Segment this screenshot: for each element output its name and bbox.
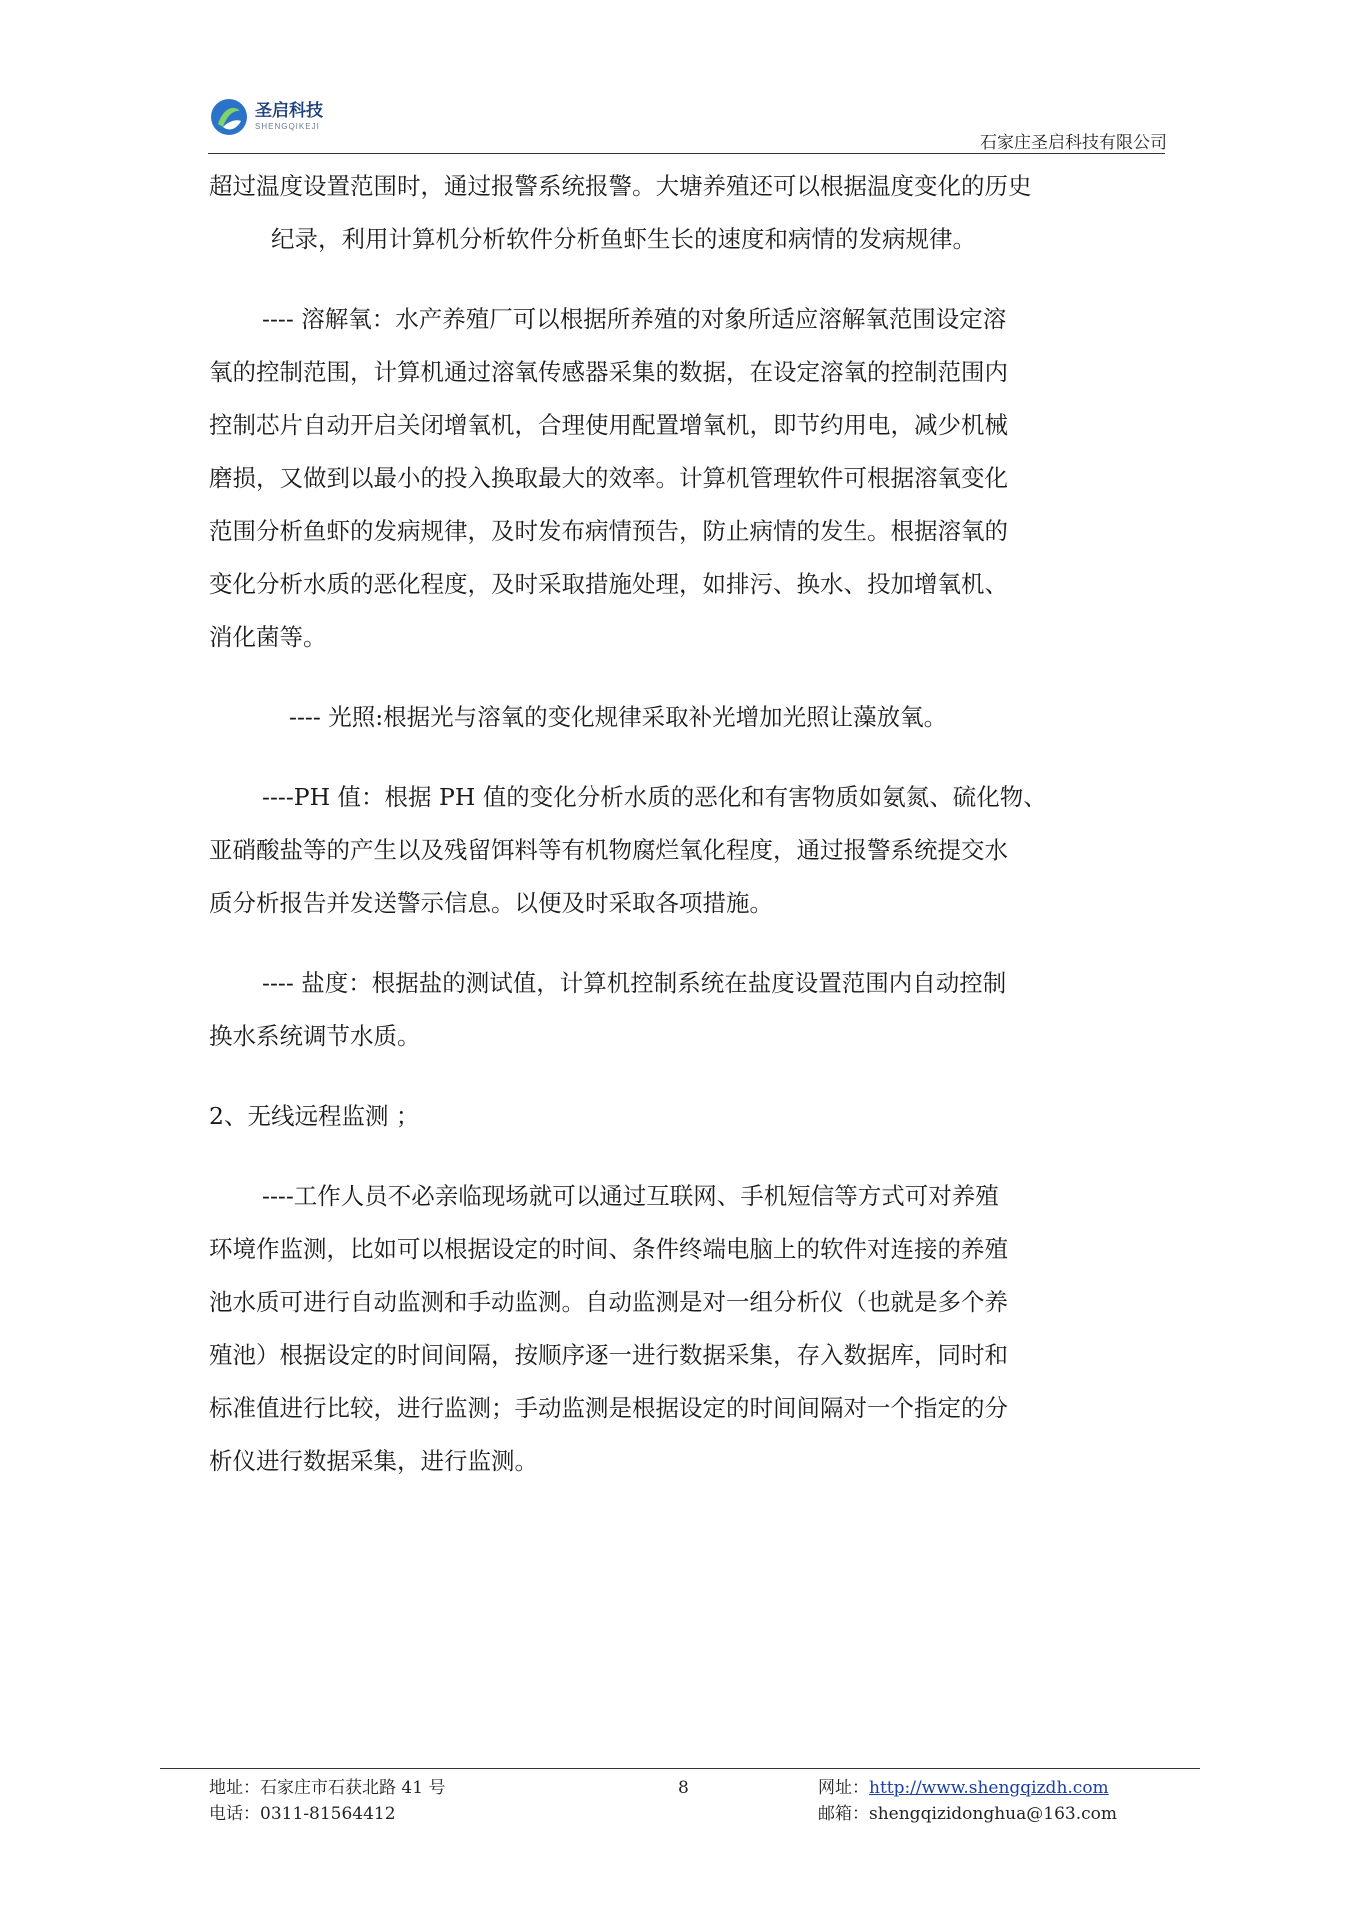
document-body: [209, 160, 1169, 1488]
paragraph: [209, 691, 1169, 744]
paragraph: [209, 1170, 1169, 1223]
text-line: 标准值进行比较，进行监测；手动监测是根据设定的时间间隔对一个指定的分: [209, 1394, 1008, 1422]
paragraph: [209, 824, 1169, 930]
email-label: 邮箱：: [818, 1804, 869, 1824]
website-label: 网址：: [818, 1778, 869, 1798]
page-number: 8: [678, 1778, 689, 1798]
text-line: 消化菌等。: [209, 623, 327, 651]
text-line: ---- 溶解氧：水产养殖厂可以根据所养殖的对象所适应溶解氧范围设定溶: [262, 305, 1007, 333]
address-label: 地址：: [209, 1778, 260, 1798]
paragraph-spacer: [209, 1063, 1169, 1090]
header-divider: [208, 153, 1165, 154]
paragraph-spacer: [209, 664, 1169, 691]
text-line: 2、无线远程监测 ；: [209, 1102, 420, 1130]
paragraph-spacer: [209, 744, 1169, 771]
text-line: 纪录，利用计算机分析软件分析鱼虾生长的速度和病情的发病规律。: [271, 225, 976, 253]
text-line: ---- 盐度：根据盐的测试值，计算机控制系统在盐度设置范围内自动控制: [262, 969, 1007, 997]
text-line: ----工作人员不必亲临现场就可以通过互联网、手机短信等方式可对养殖: [262, 1182, 999, 1210]
paragraph: [209, 1090, 1169, 1143]
text-line: ----PH 值：根据 PH 值的变化分析水质的恶化和有害物质如氨氮、硫化物、: [262, 783, 1047, 811]
paragraph: [209, 957, 1169, 1010]
logo-chinese-name: 圣启科技: [255, 101, 323, 121]
footer-web: [818, 1775, 1117, 1827]
paragraph: [209, 213, 1169, 266]
text-line: 变化分析水质的恶化程度，及时采取措施处理，如排污、换水、投加增氧机、: [209, 570, 1008, 598]
phone-value: 0311-81564412: [260, 1804, 396, 1824]
text-line: 环境作监测，比如可以根据设定的时间、条件终端电脑上的软件对连接的养殖: [209, 1235, 1008, 1263]
text-line: 亚硝酸盐等的产生以及残留饵料等有机物腐烂氧化程度，通过报警系统提交水: [209, 836, 1008, 864]
footer-contact: [209, 1775, 445, 1827]
text-line: 控制芯片自动开启关闭增氧机，合理使用配置增氧机，即节约用电，减少机械: [209, 411, 1008, 439]
text-line: 池水质可进行自动监测和手动监测。自动监测是对一组分析仪（也就是多个养: [209, 1288, 1008, 1316]
paragraph: [209, 293, 1169, 346]
paragraph: [209, 1223, 1169, 1488]
footer-phone-line: [209, 1801, 445, 1827]
logo-text: [255, 103, 323, 131]
footer-email-line: [818, 1801, 1117, 1827]
text-line: 范围分析鱼虾的发病规律，及时发布病情预告，防止病情的发生。根据溶氧的: [209, 517, 1008, 545]
paragraph-spacer: [209, 1143, 1169, 1170]
text-line: 换水系统调节水质。: [209, 1022, 421, 1050]
paragraph: [209, 160, 1169, 213]
website-link[interactable]: http://www.shengqizdh.com: [869, 1778, 1109, 1798]
address-value: 石家庄市石获北路 41 号: [260, 1778, 446, 1798]
paragraph-spacer: [209, 266, 1169, 293]
email-value: shengqizidonghua@163.com: [869, 1804, 1117, 1824]
paragraph: [209, 346, 1169, 664]
paragraph: [209, 1010, 1169, 1063]
footer-website-line: [818, 1775, 1117, 1801]
paragraph-spacer: [209, 930, 1169, 957]
logo-english-name: SHENGQIKEJI: [255, 122, 320, 131]
company-logo: [209, 97, 323, 137]
text-line: ---- 光照:根据光与溶氧的变化规律采取补光增加光照让藻放氧。: [289, 703, 948, 731]
footer-address-line: [209, 1775, 445, 1801]
text-line: 质分析报告并发送警示信息。以便及时采取各项措施。: [209, 889, 773, 917]
text-line: 磨损，又做到以最小的投入换取最大的效率。计算机管理软件可根据溶氧变化: [209, 464, 1008, 492]
text-line: 析仪进行数据采集，进行监测。: [209, 1447, 538, 1475]
text-line: 超过温度设置范围时，通过报警系统报警。大塘养殖还可以根据温度变化的历史: [209, 172, 1032, 200]
footer-divider: [160, 1768, 1200, 1769]
paragraph: [209, 771, 1169, 824]
phone-label: 电话：: [209, 1804, 260, 1824]
company-name: 石家庄圣启科技有限公司: [980, 133, 1167, 153]
text-line: 殖池）根据设定的时间间隔，按顺序逐一进行数据采集，存入数据库，同时和: [209, 1341, 1008, 1369]
text-line: 氧的控制范围，计算机通过溶氧传感器采集的数据，在设定溶氧的控制范围内: [209, 358, 1008, 386]
company-logo-icon: [209, 97, 249, 137]
